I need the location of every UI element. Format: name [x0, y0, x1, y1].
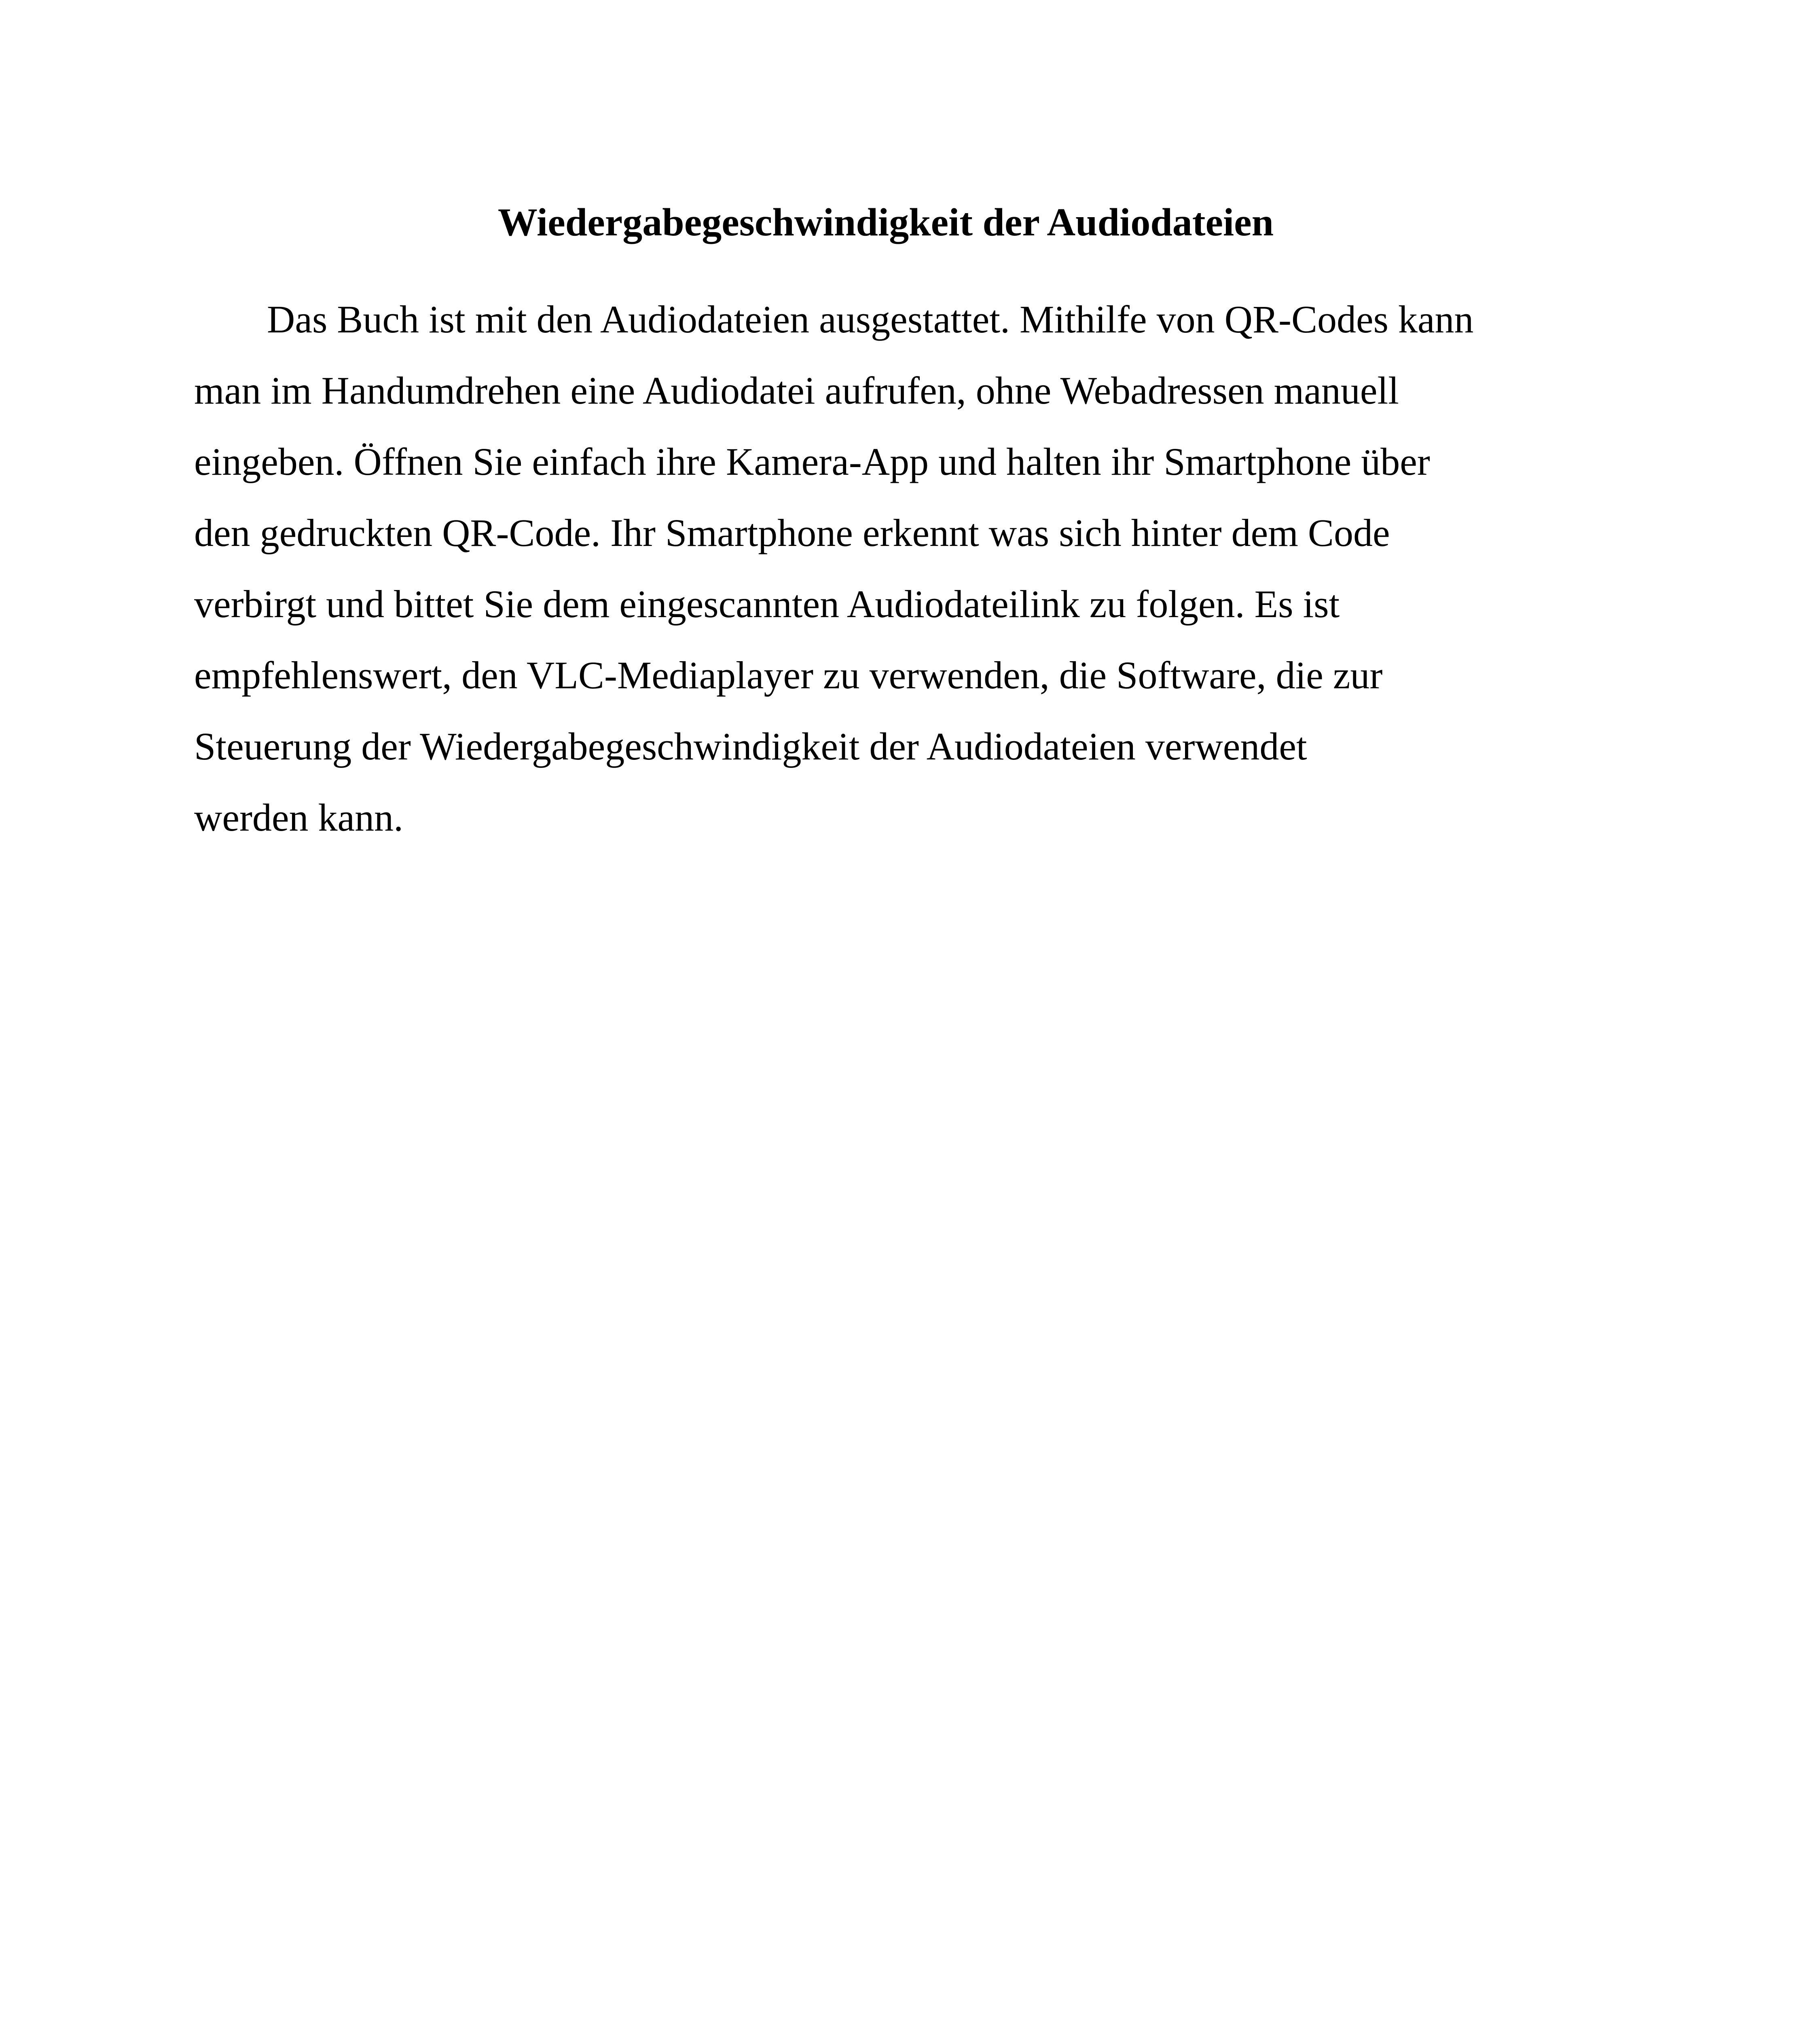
paragraph-line: Steuerung der Wiedergabegeschwindigkeit der Audiodateien verwendet — [194, 725, 1307, 768]
body-paragraph — [194, 284, 1610, 853]
paragraph-line: den gedruckten QR-Code. Ihr Smartphone erkennt was sich hinter dem Code — [194, 511, 1390, 554]
paragraph-line: Das Buch ist mit den Audiodateien ausgestattet. Mithilfe von QR-Codes kann — [267, 298, 1474, 341]
paragraph-line: eingeben. Öffnen Sie einfach ihre Kamera-App und halten ihr Smartphone über — [194, 440, 1430, 483]
paragraph-line: werden kann. — [194, 796, 404, 839]
section-heading: Wiedergabegeschwindigkeit der Audiodateien — [497, 201, 1274, 244]
paragraph-line: verbirgt und bittet Sie dem eingescannten Audiodateilink zu folgen. Es ist — [194, 582, 1340, 626]
paragraph-line: man im Handumdrehen eine Audiodatei aufrufen, ohne Webadressen manuell — [194, 369, 1399, 412]
paragraph-line: empfehlenswert, den VLC-Mediaplayer zu verwenden, die Software, die zur — [194, 654, 1383, 697]
